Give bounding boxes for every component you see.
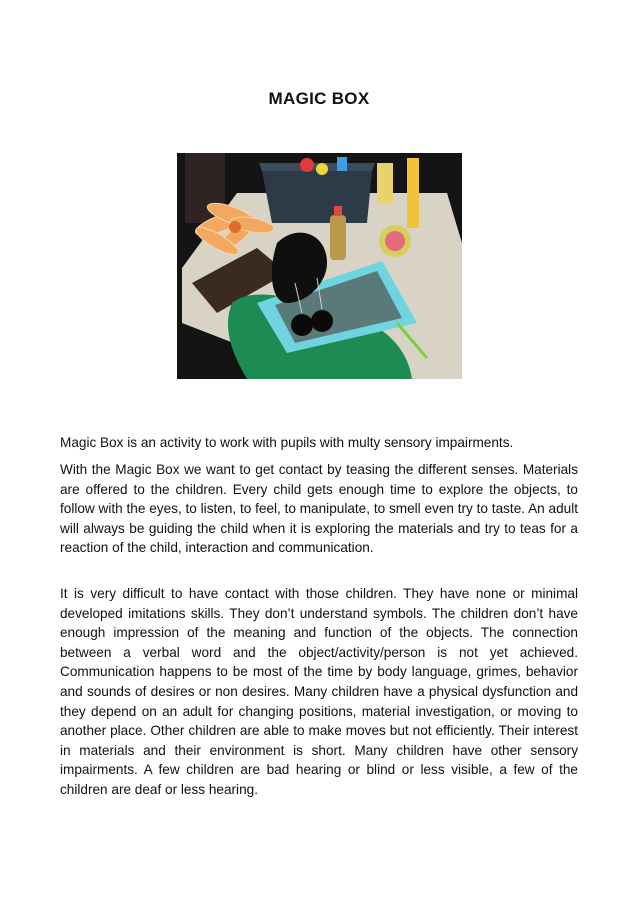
paragraph-purpose: With the Magic Box we want to get contact by teasing the different senses. Materials are offered to the children. Every child gets enough time to explore the objects, to follow with the eyes, to listen, to feel, to manipulate, to smell even try to taste. An adult will always be guiding the child when it is exploring the materials and try to teas for a reaction of the child, interaction and communication. (60, 462, 578, 556)
paragraph-intro: Magic Box is an activity to work with pupils with multy sensory impairments. (60, 435, 514, 450)
magic-box-photo (177, 153, 462, 379)
paragraph-difficulties: It is very difficult to have contact with those children. They have none or minimal developed imitations skills. They don’t understand symbols. The children don’t have enough impression of the meaning and function of the objects. The connection between a verbal word and the object/activity/person is not yet achieved. Communication happens to be most of the time by body language, grimes, behavior and sounds of desires or non desires. Many children have a physical dysfunction and they depend on an adult for changing positions, material investigation, or moving to another place. Other children are able to make moves but not efficiently. Their interest in materials and their environment is short. Many children have other sensory impairments. A few children are bad hearing or blind or less visible, a few of the children are deaf or less hearing. (60, 586, 578, 797)
page-title: MAGIC BOX (268, 89, 370, 108)
magic-box-photo-illustration (177, 153, 462, 379)
